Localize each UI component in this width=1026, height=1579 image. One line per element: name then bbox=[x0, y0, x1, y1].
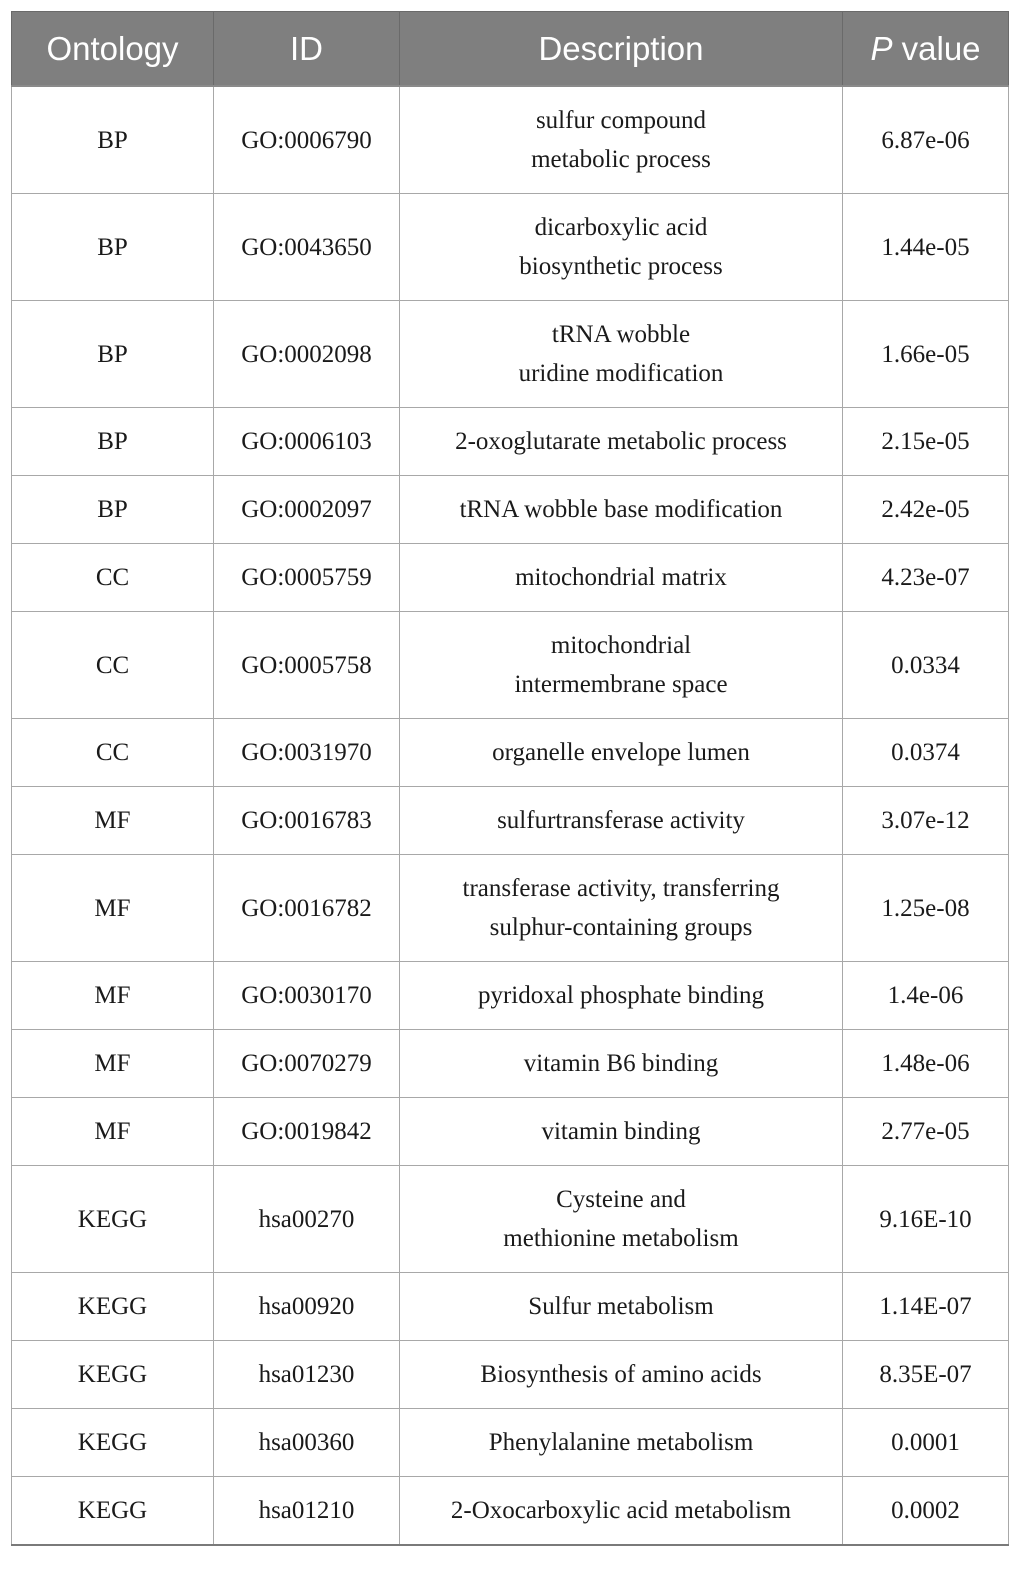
cell-p-value: 1.44e-05 bbox=[843, 194, 1009, 301]
description-line: Phenylalanine metabolism bbox=[488, 1429, 754, 1456]
cell-description bbox=[400, 1166, 843, 1273]
cell-id: GO:0016782 bbox=[214, 855, 400, 962]
table-row bbox=[12, 855, 1009, 962]
table-row bbox=[12, 1341, 1009, 1409]
cell-p-value: 1.66e-05 bbox=[843, 301, 1009, 408]
description-line: pyridoxal phosphate binding bbox=[477, 982, 765, 1009]
cell-ontology: MF bbox=[12, 1098, 214, 1166]
cell-description bbox=[400, 1273, 843, 1341]
cell-ontology: KEGG bbox=[12, 1341, 214, 1409]
table-row bbox=[12, 408, 1009, 476]
cell-description bbox=[400, 1409, 843, 1477]
cell-ontology: MF bbox=[12, 1030, 214, 1098]
description-line: tRNA wobble base modification bbox=[459, 496, 783, 523]
cell-id: GO:0016783 bbox=[214, 787, 400, 855]
cell-ontology: MF bbox=[12, 962, 214, 1030]
cell-id: hsa00270 bbox=[214, 1166, 400, 1273]
cell-ontology: BP bbox=[12, 408, 214, 476]
cell-description bbox=[400, 787, 843, 855]
table-row bbox=[12, 1273, 1009, 1341]
cell-ontology: BP bbox=[12, 476, 214, 544]
description-line: vitamin B6 binding bbox=[523, 1050, 719, 1077]
cell-p-value: 4.23e-07 bbox=[843, 544, 1009, 612]
cell-ontology: CC bbox=[12, 612, 214, 719]
header-p-rest: value bbox=[892, 29, 981, 67]
cell-id: hsa01230 bbox=[214, 1341, 400, 1409]
description-line: metabolic process bbox=[531, 146, 711, 173]
header-description: Description bbox=[400, 12, 843, 87]
cell-description bbox=[400, 544, 843, 612]
cell-description bbox=[400, 1477, 843, 1546]
table-row bbox=[12, 1409, 1009, 1477]
cell-ontology: CC bbox=[12, 544, 214, 612]
cell-id: GO:0002097 bbox=[214, 476, 400, 544]
cell-p-value: 1.14E-07 bbox=[843, 1273, 1009, 1341]
description-line: sulfur compound bbox=[535, 107, 707, 134]
description-line: methionine metabolism bbox=[503, 1225, 739, 1252]
cell-p-value: 6.87e-06 bbox=[843, 86, 1009, 194]
cell-description bbox=[400, 1030, 843, 1098]
table-row bbox=[12, 787, 1009, 855]
cell-p-value: 8.35E-07 bbox=[843, 1341, 1009, 1409]
description-line: organelle envelope lumen bbox=[492, 739, 750, 766]
description-line: uridine modification bbox=[518, 360, 724, 387]
header-ontology: Ontology bbox=[12, 12, 214, 87]
table-row bbox=[12, 194, 1009, 301]
cell-p-value: 2.77e-05 bbox=[843, 1098, 1009, 1166]
cell-id: GO:0030170 bbox=[214, 962, 400, 1030]
cell-p-value: 9.16E-10 bbox=[843, 1166, 1009, 1273]
cell-description bbox=[400, 612, 843, 719]
table-row bbox=[12, 301, 1009, 408]
cell-ontology: MF bbox=[12, 787, 214, 855]
description-line: sulfurtransferase activity bbox=[497, 807, 745, 834]
cell-id: GO:0005758 bbox=[214, 612, 400, 719]
enrichment-table bbox=[11, 11, 1009, 1546]
table-row bbox=[12, 962, 1009, 1030]
cell-description bbox=[400, 301, 843, 408]
table-row bbox=[12, 1030, 1009, 1098]
description-line: Cysteine and bbox=[556, 1186, 686, 1213]
table-row bbox=[12, 86, 1009, 194]
cell-ontology: CC bbox=[12, 719, 214, 787]
cell-ontology: MF bbox=[12, 855, 214, 962]
cell-p-value: 1.4e-06 bbox=[843, 962, 1009, 1030]
cell-id: hsa00360 bbox=[214, 1409, 400, 1477]
description-line: Biosynthesis of amino acids bbox=[480, 1361, 762, 1388]
cell-p-value: 0.0334 bbox=[843, 612, 1009, 719]
header-id: ID bbox=[214, 12, 400, 87]
description-line: 2-oxoglutarate metabolic process bbox=[455, 428, 787, 455]
cell-p-value: 0.0001 bbox=[843, 1409, 1009, 1477]
description-line: mitochondrial bbox=[550, 632, 692, 659]
cell-id: GO:0006790 bbox=[214, 86, 400, 194]
description-line: tRNA wobble bbox=[551, 321, 691, 348]
cell-id: GO:0002098 bbox=[214, 301, 400, 408]
cell-id: GO:0070279 bbox=[214, 1030, 400, 1098]
cell-description bbox=[400, 194, 843, 301]
cell-ontology: KEGG bbox=[12, 1477, 214, 1546]
cell-id: GO:0006103 bbox=[214, 408, 400, 476]
description-line: 2-Oxocarboxylic acid metabolism bbox=[450, 1497, 792, 1524]
cell-p-value: 0.0374 bbox=[843, 719, 1009, 787]
description-line: sulphur-containing groups bbox=[489, 914, 753, 941]
cell-description bbox=[400, 1341, 843, 1409]
cell-description bbox=[400, 476, 843, 544]
cell-ontology: KEGG bbox=[12, 1273, 214, 1341]
table-row bbox=[12, 1166, 1009, 1273]
cell-id: GO:0019842 bbox=[214, 1098, 400, 1166]
cell-description bbox=[400, 86, 843, 194]
description-line: mitochondrial matrix bbox=[515, 564, 727, 591]
description-line: intermembrane space bbox=[514, 671, 728, 698]
cell-description bbox=[400, 962, 843, 1030]
table-body bbox=[12, 86, 1009, 1545]
header-p-value bbox=[843, 12, 1009, 87]
table-row bbox=[12, 476, 1009, 544]
header-p-italic: P bbox=[870, 29, 893, 67]
cell-description bbox=[400, 719, 843, 787]
cell-id: hsa00920 bbox=[214, 1273, 400, 1341]
cell-p-value: 2.15e-05 bbox=[843, 408, 1009, 476]
cell-description bbox=[400, 855, 843, 962]
cell-p-value: 3.07e-12 bbox=[843, 787, 1009, 855]
cell-description bbox=[400, 408, 843, 476]
cell-p-value: 2.42e-05 bbox=[843, 476, 1009, 544]
cell-id: GO:0031970 bbox=[214, 719, 400, 787]
table-row bbox=[12, 1098, 1009, 1166]
cell-id: GO:0043650 bbox=[214, 194, 400, 301]
description-line: dicarboxylic acid bbox=[534, 214, 708, 241]
cell-ontology: BP bbox=[12, 86, 214, 194]
description-line: transferase activity, transferring bbox=[462, 875, 780, 902]
cell-ontology: KEGG bbox=[12, 1166, 214, 1273]
cell-ontology: BP bbox=[12, 301, 214, 408]
cell-p-value: 1.48e-06 bbox=[843, 1030, 1009, 1098]
table-row bbox=[12, 612, 1009, 719]
description-line: vitamin binding bbox=[541, 1118, 701, 1145]
table-header-row bbox=[12, 12, 1009, 87]
cell-p-value: 1.25e-08 bbox=[843, 855, 1009, 962]
cell-id: GO:0005759 bbox=[214, 544, 400, 612]
cell-p-value: 0.0002 bbox=[843, 1477, 1009, 1546]
description-line: biosynthetic process bbox=[519, 253, 723, 280]
table-row bbox=[12, 719, 1009, 787]
cell-description bbox=[400, 1098, 843, 1166]
table-row bbox=[12, 1477, 1009, 1546]
table-row bbox=[12, 544, 1009, 612]
cell-id: hsa01210 bbox=[214, 1477, 400, 1546]
description-line: Sulfur metabolism bbox=[528, 1293, 714, 1320]
cell-ontology: KEGG bbox=[12, 1409, 214, 1477]
cell-ontology: BP bbox=[12, 194, 214, 301]
